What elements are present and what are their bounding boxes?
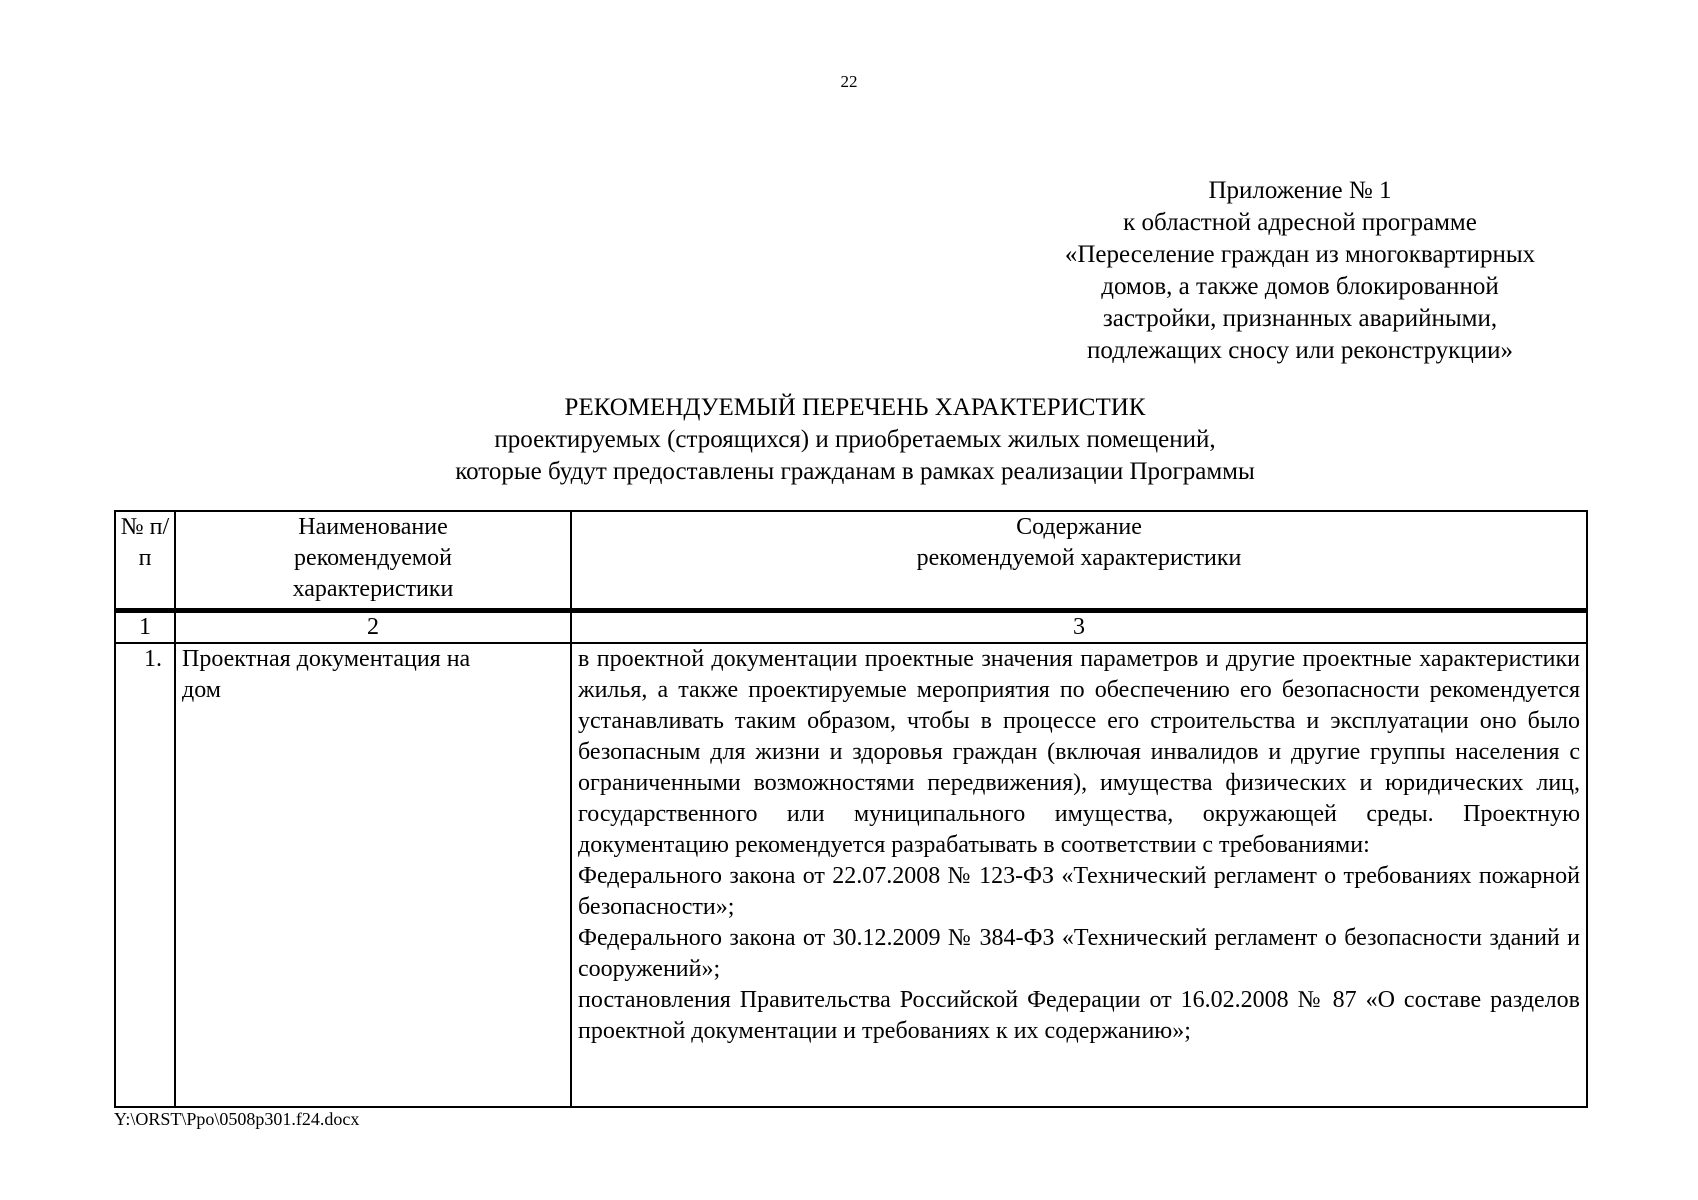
document-title — [240, 392, 1470, 488]
appendix-line: подлежащих сносу или реконструкции» — [1087, 337, 1513, 364]
title-main: РЕКОМЕНДУЕМЫЙ ПЕРЕЧЕНЬ ХАРАКТЕРИСТИК — [564, 394, 1146, 421]
title-subtitle: которые будут предоставлены гражданам в рамках реализации Программы — [455, 458, 1255, 485]
appendix-line: застройки, признанных аварийными, — [1102, 305, 1498, 332]
content-paragraph: постановления Правительства Российской Федерации от 16.02.2008 № 87 «О составе разделов проектной документации и требованиях к их содержанию»; — [578, 987, 1580, 1044]
appendix-block — [1020, 175, 1580, 367]
header-content-line: Содержание — [1016, 514, 1142, 540]
table-row — [115, 643, 1587, 1107]
content-paragraph: Федерального закона от 22.07.2008 № 123-ФЗ «Технический регламент о требованиях пожарной безопасности»; — [578, 863, 1580, 920]
content-paragraph: в проектной документации проектные значения параметров и другие проектные характеристики жилья, а также проектируемые мероприятия по обеспечению его безопасности рекомендуется устанавливать таким образом, чтобы в процессе его строительства и эксплуатации оно было безопасным для жизни и здоровья граждан (включая инвалидов и другие группы населения с ограниченными возможностями передвижения), имущества физических и юридических лиц, государственного или муниципального имущества, окружающей среды. Проектную документацию рекомендуется разрабатывать в соответствии с требованиями: — [578, 646, 1580, 858]
characteristics-table — [114, 510, 1588, 1108]
column-number: 3 — [571, 611, 1587, 644]
row-content — [571, 643, 1587, 1107]
header-name-text: Наименование рекомендуемой характеристики — [292, 514, 454, 602]
page-number: 22 — [840, 72, 858, 91]
header-content — [571, 511, 1587, 611]
appendix-line: домов, а также домов блокированной — [1101, 273, 1499, 300]
header-content-line: рекомендуемой характеристики — [916, 545, 1242, 571]
appendix-line: «Переселение граждан из многоквартирных — [1064, 241, 1536, 268]
table-header-row — [115, 511, 1587, 611]
appendix-line: Приложение № 1 — [1208, 177, 1392, 204]
column-number: 1 — [115, 611, 175, 644]
header-name — [175, 511, 571, 611]
content-paragraph: Федерального закона от 30.12.2009 № 384-ФЗ «Технический регламент о безопасности зданий и сооружений»; — [578, 925, 1580, 982]
column-number: 2 — [175, 611, 571, 644]
row-name — [175, 643, 571, 1107]
header-number: № п/п — [115, 511, 175, 611]
row-name-text: Проектная документация на дом — [182, 646, 471, 703]
appendix-line: к областной адресной программе — [1123, 209, 1477, 236]
row-number: 1. — [115, 643, 175, 1107]
column-numbers-row — [115, 611, 1587, 644]
file-path: Y:\ORST\Ppo\0508p301.f24.docx — [114, 1109, 360, 1129]
title-subtitle: проектируемых (строящихся) и приобретаемых жилых помещений, — [494, 426, 1216, 453]
